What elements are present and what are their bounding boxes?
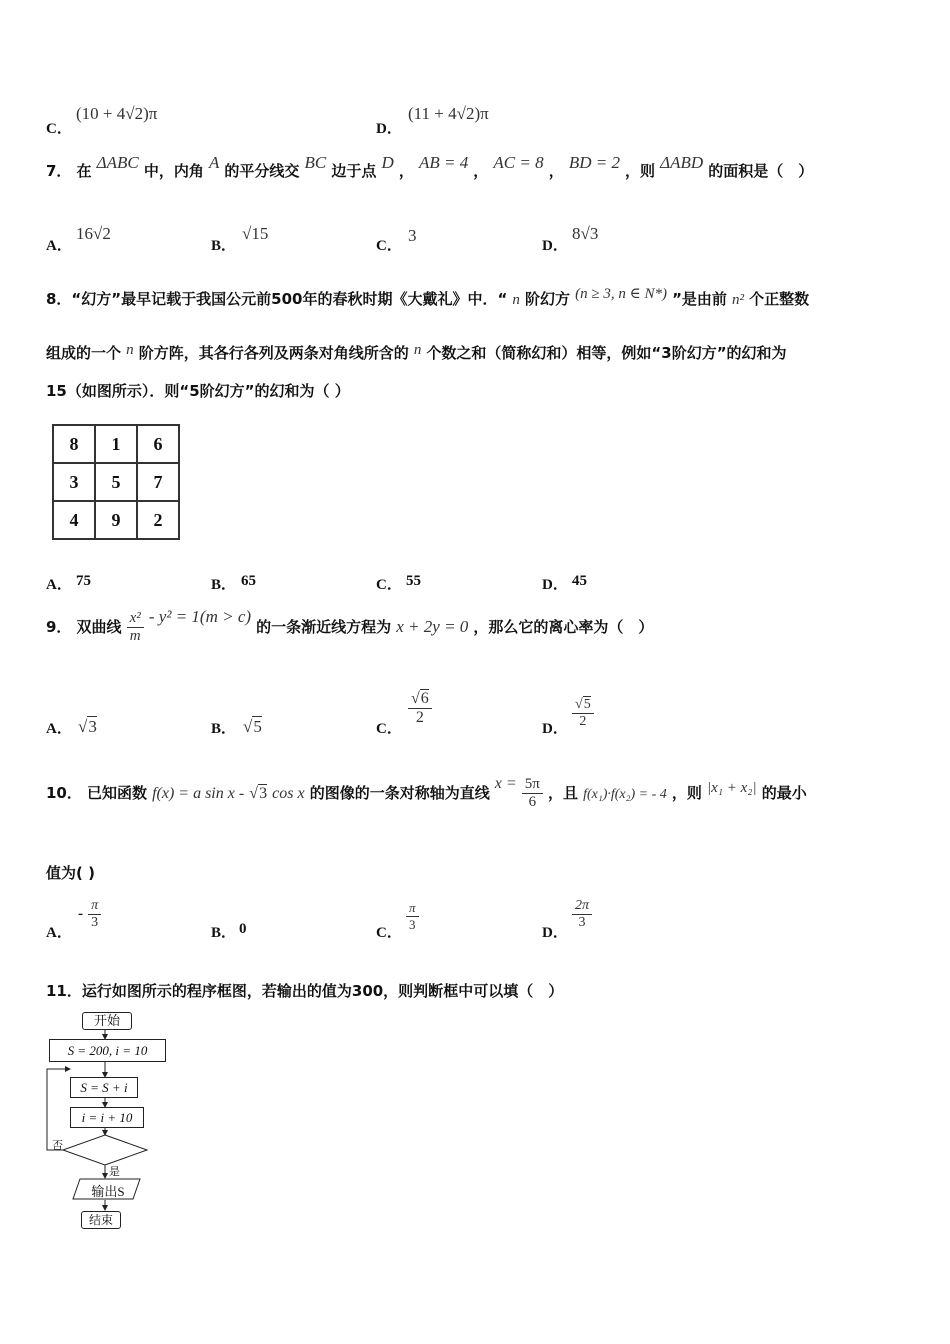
- q8-line-1: [46, 288, 809, 309]
- q7-math-2: A: [208, 153, 220, 172]
- q10-text-3: ，且: [547, 784, 578, 802]
- q9-option-a-label: A．: [46, 721, 72, 737]
- q9-number: 9．: [46, 618, 72, 636]
- q6-option-d-value: (11 + 4√2)π: [408, 104, 489, 123]
- q9-fraction-den: m: [129, 628, 141, 644]
- q9-fraction: [127, 610, 144, 645]
- flow-no-label: 否: [52, 1140, 63, 1152]
- q10-option-d-den: 3: [578, 915, 586, 930]
- q10-option-a-den: 3: [91, 915, 99, 930]
- q9-option-d-fraction: [572, 697, 594, 730]
- q9-option-a-radicand: 3: [88, 717, 97, 736]
- q9-equation-rest: - y² = 1(m > c): [148, 607, 252, 626]
- q9-option-c-value: [408, 690, 432, 727]
- flow-step-sum: S = S + i: [70, 1077, 138, 1098]
- q10-text-4: ，则: [671, 784, 702, 802]
- q8-option-c-label: C．: [376, 577, 402, 593]
- q10-option-d-fraction: [572, 898, 592, 931]
- q9-option-c-num: √6: [408, 690, 432, 709]
- q8-text-2b: 阶方阵，其各行各列及两条对角线所含的: [138, 344, 409, 362]
- q10-option-a-num: π: [88, 898, 101, 915]
- q7-math-6: AC = 8: [493, 153, 544, 172]
- q6-option-d-label: D．: [376, 121, 402, 137]
- q10-axis-fraction: [522, 776, 543, 811]
- q7-text-3: 的平分线交: [224, 162, 300, 180]
- flow-start: 开始: [82, 1012, 132, 1030]
- q8-math-n-2: n: [126, 342, 134, 358]
- q10-function-b: cos x: [272, 785, 305, 802]
- q9-stem: [46, 607, 654, 645]
- q8-text-2c: 个数之和（简称幻和）相等，例如“3阶幻方”的幻和为: [426, 344, 787, 362]
- q7-math-5: AB = 4: [418, 153, 469, 172]
- q9-option-d-den: 2: [579, 714, 587, 729]
- magic-square-cell: 8: [53, 425, 95, 463]
- q10-option-a-value: [78, 898, 101, 931]
- q9-option-d-value: [572, 697, 594, 730]
- q9-option-b-radicand: 5: [253, 717, 262, 736]
- q10-axis-num: 5π: [522, 776, 543, 794]
- q10-option-c-fraction: [406, 900, 419, 933]
- q10-text-5: 的最小: [761, 784, 807, 802]
- q9-text-2: 的一条渐近线方程为: [256, 618, 392, 636]
- q9-option-c-fraction: [408, 690, 432, 727]
- q7-option-a-label: A．: [46, 238, 72, 254]
- q7-math-4: D: [381, 153, 394, 172]
- q9-option-c-radicand: 6: [420, 690, 429, 707]
- q7-math-3: BC: [304, 153, 327, 172]
- q9-option-a-value: √3: [78, 717, 97, 736]
- q7-option-b-label: B．: [211, 238, 237, 254]
- q7-option-c-value: 3: [408, 226, 417, 245]
- q8-text-1a: 8．“幻方”最早记载于我国公元前500年的春秋时期《大戴礼》中．“: [46, 290, 508, 308]
- q9-text-3: ，那么它的离心率为（ ）: [473, 618, 654, 636]
- q10-option-b-label: B．: [211, 925, 237, 941]
- flow-step-increment: i = i + 10: [70, 1107, 144, 1128]
- q10-stem: [46, 776, 807, 811]
- q8-option-c-value: 55: [406, 573, 421, 589]
- q10-option-a-sign: -: [78, 906, 83, 922]
- q7-option-c-label: C．: [376, 238, 402, 254]
- q7-number: 7．: [46, 162, 72, 180]
- q8-option-a-value: 75: [76, 573, 91, 589]
- q10-product: f(x₁)·f(x₂) = - 4: [583, 787, 667, 802]
- q8-text-1d: 个正整数: [749, 290, 810, 308]
- q8-option-d-value: 45: [572, 573, 587, 589]
- q8-math-condition: (n ≥ 3, n ∈ N*): [575, 286, 667, 302]
- q10-option-d-label: D．: [542, 925, 568, 941]
- q11-stem: 11．运行如图所示的程序框图，若输出的值为300，则判断框中可以填（ ）: [46, 982, 564, 1000]
- q10-line-2: 值为( ): [46, 864, 95, 882]
- q10-axis-lhs: x =: [494, 775, 517, 792]
- flow-output: 输出S: [91, 1184, 125, 1199]
- q8-math-n: n: [512, 292, 520, 308]
- q8-line-2: [46, 342, 787, 363]
- magic-square-row: [53, 501, 179, 539]
- q9-text-1: 双曲线: [76, 618, 122, 636]
- q7-stem: [46, 153, 814, 181]
- magic-square-cell: 6: [137, 425, 179, 463]
- magic-square-cell: 1: [95, 425, 137, 463]
- q9-option-d-radicand: 5: [583, 697, 591, 712]
- q7-text-6: ，: [473, 162, 489, 180]
- q9-option-d-num: √5: [572, 697, 594, 714]
- q7-option-d-label: D．: [542, 238, 568, 254]
- q10-option-d-num: 2π: [572, 898, 592, 915]
- q7-text-1: 在: [76, 162, 92, 180]
- q6-option-c-label: C．: [46, 121, 72, 137]
- magic-square-row: [53, 425, 179, 463]
- q10-option-c-value: [406, 900, 419, 933]
- q10-option-c-label: C．: [376, 925, 402, 941]
- q10-function-a: f(x) = a sin x -: [152, 785, 245, 802]
- q7-option-a-value: 16√2: [76, 224, 111, 243]
- q7-text-4: 边于点: [331, 162, 377, 180]
- q10-axis-den: 6: [528, 794, 537, 810]
- q8-math-n-squared: n²: [732, 292, 745, 308]
- q9-fraction-num: x²: [127, 610, 144, 628]
- magic-square-cell: 7: [137, 463, 179, 501]
- q7-text-8: ，则: [625, 162, 656, 180]
- q9-option-c-den: 2: [415, 709, 424, 726]
- q10-text-1: 已知函数: [86, 784, 147, 802]
- q10-option-c-num: π: [406, 900, 419, 917]
- q7-option-b-value: √15: [242, 224, 269, 243]
- magic-square-row: [53, 463, 179, 501]
- q7-text-9: 的面积是（ ）: [708, 162, 814, 180]
- q10-text-2: 的图像的一条对称轴为直线: [309, 784, 490, 802]
- q10-option-a-fraction: [88, 898, 101, 931]
- flow-init: S = 200, i = 10: [49, 1039, 166, 1062]
- q6-option-c-value: (10 + 4√2)π: [76, 104, 158, 123]
- q10-option-b-value: 0: [239, 921, 247, 937]
- q8-option-b-value: 65: [241, 573, 256, 589]
- magic-square-cell: 4: [53, 501, 95, 539]
- q7-math-8: ΔABD: [660, 153, 704, 172]
- magic-square-cell: 5: [95, 463, 137, 501]
- q7-math-1: ΔABC: [96, 153, 139, 172]
- magic-square-cell: 9: [95, 501, 137, 539]
- q7-text-5: ，: [398, 162, 414, 180]
- q9-option-b-value: √5: [243, 717, 262, 736]
- q10-function-root: √3: [249, 785, 268, 802]
- q10-abs-sum: |x₁ + x₂|: [706, 780, 757, 796]
- q10-option-a-label: A．: [46, 925, 72, 941]
- q8-text-2a: 组成的一个: [46, 344, 122, 362]
- magic-square-cell: 3: [53, 463, 95, 501]
- q8-option-a-label: A．: [46, 577, 72, 593]
- q7-option-d-value: 8√3: [572, 224, 599, 243]
- flow-yes-label: 是: [109, 1166, 120, 1178]
- q10-number: 10．: [46, 784, 82, 802]
- q10-function-radicand: 3: [259, 785, 268, 802]
- magic-square-cell: 2: [137, 501, 179, 539]
- q9-asymptote: x + 2y = 0: [396, 617, 469, 636]
- q8-text-1c: ”是由前: [672, 290, 727, 308]
- q8-line-3: 15（如图所示）．则“5阶幻方”的幻和为（ ）: [46, 382, 350, 400]
- q7-text-2: 中，内角: [143, 162, 204, 180]
- flow-end: 结束: [81, 1211, 121, 1229]
- q8-math-n-3: n: [413, 342, 422, 358]
- q8-option-b-label: B．: [211, 577, 237, 593]
- q9-option-c-label: C．: [376, 721, 402, 737]
- magic-square-figure: [52, 424, 180, 540]
- q9-option-b-label: B．: [211, 721, 237, 737]
- q10-option-c-den: 3: [409, 917, 416, 932]
- q10-option-d-value: [572, 898, 592, 931]
- q8-text-1b: 阶幻方: [525, 290, 571, 308]
- q7-text-7: ，: [548, 162, 564, 180]
- flow-decision-diamond: [63, 1135, 147, 1165]
- q7-math-7: BD = 2: [568, 153, 620, 172]
- q8-option-d-label: D．: [542, 577, 568, 593]
- q9-option-d-label: D．: [542, 721, 568, 737]
